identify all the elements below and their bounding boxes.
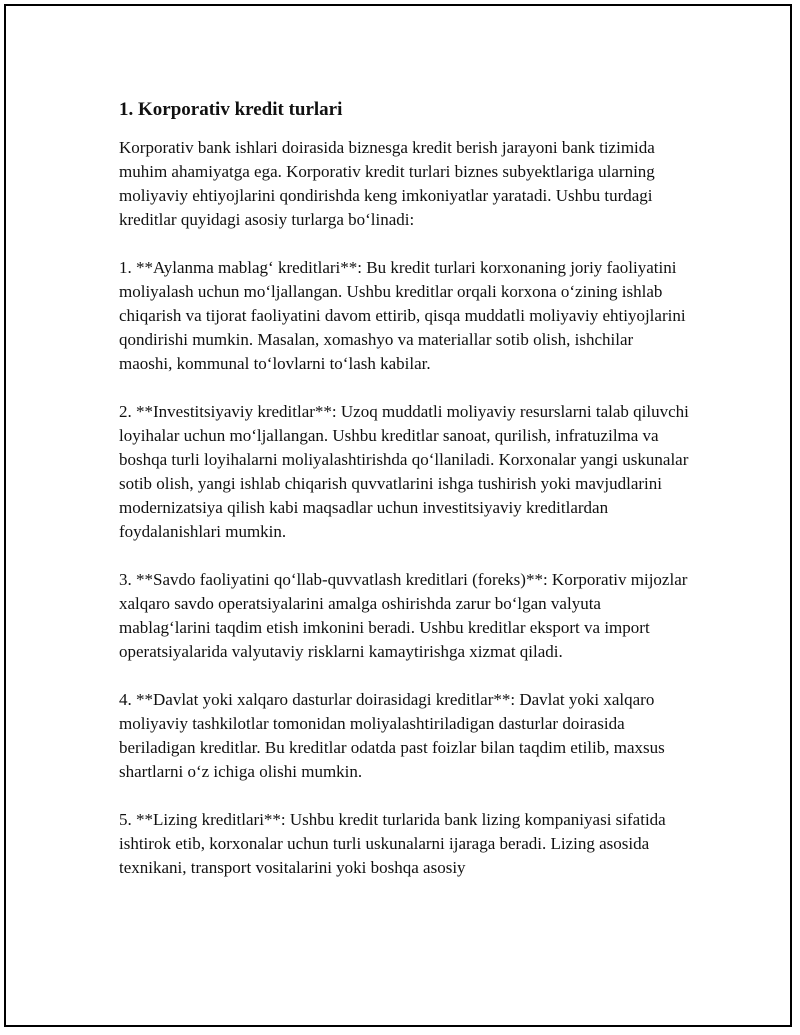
intro-paragraph: Korporativ bank ishlari doirasida biznesga kredit berish jarayoni bank tizimida muhim ahamiyatga ega. Korporativ kredit turlari biznes subyektlariga ularning moliyaviy ehtiyojlarini qondirishda keng imkoniyatlar yaratadi. Ushbu turdagi kreditlar quyidagi asosiy turlarga bo‘linadi: [119,138,655,229]
section-heading: 1. Korporativ kredit turlari [119,99,343,120]
page-frame [4,4,792,1027]
paragraph-savdo-faoliyati: 3. **Savdo faoliyatini qo‘llab-quvvatlash kreditlari (foreks)**: Korporativ mijozlar xalqaro savdo operatsiyalarini amalga oshirishda zarur bo‘lgan valyuta mablag‘larini taqdim etish imkonini beradi. Ushbu kreditlar eksport va import operatsiyalarida valyutaviy risklarni kamaytirishga xizmat qiladi. [119,570,688,661]
paragraph-investitsiyaviy: 2. **Investitsiyaviy kreditlar**: Uzoq muddatli moliyaviy resurslarni talab qiluvchi loyihalar uchun mo‘ljallangan. Ushbu kreditlar sanoat, qurilish, infratuzilma va boshqa turli loyihalarni moliyalashtirishda qo‘llaniladi. Korxonalar yangi uskunalar sotib olish, yangi ishlab chiqarish quvvatlarini ishga tushirish yoki mavjudlarini modernizatsiya qilish kabi maqsadlar uchun investitsiyaviy kreditlardan foydalanishlari mumkin. [119,402,689,541]
paragraph-davlat-dasturlar: 4. **Davlat yoki xalqaro dasturlar doirasidagi kreditlar**: Davlat yoki xalqaro moliyaviy tashkilotlar tomonidan moliyalashtiriladigan dasturlar doirasida beriladigan kreditlar. Bu kreditlar odatda past foizlar bilan taqdim etilib, maxsus shartlarni o‘z ichiga olishi mumkin. [119,690,665,781]
paragraph-lizing: 5. **Lizing kreditlari**: Ushbu kredit turlarida bank lizing kompaniyasi sifatida ishtirok etib, korxonalar uchun turli uskunalarni ijaraga beradi. Lizing asosida texnikani, transport vositalarini yoki boshqa asosiy [119,810,666,877]
document-body [119,98,689,880]
paragraph-aylanma-mablag: 1. **Aylanma mablag‘ kreditlari**: Bu kredit turlari korxonaning joriy faoliyatini moliyalash uchun mo‘ljallangan. Ushbu kreditlar orqali korxona o‘zining ishlab chiqarish va tijorat faoliyatini davom ettirib, qisqa muddatli moliyaviy ehtiyojlarini qondirishi mumkin. Masalan, xomashyo va materiallar sotib olish, ishchilar maoshi, kommunal to‘lovlarni to‘lash kabilar. [119,258,686,373]
